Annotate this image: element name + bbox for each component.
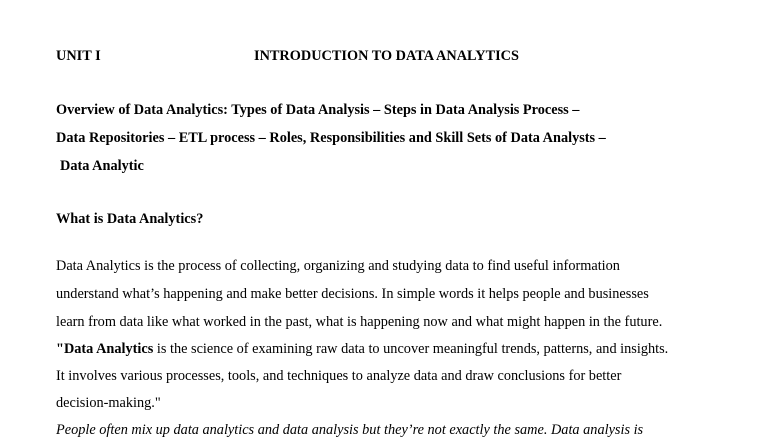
quote-open-mark: " [56,341,64,357]
quote-term: Data Analytics [63,341,154,357]
quote-line-1 [56,340,668,358]
overview-line-1: Overview of Data Analytics: Types of Data Analysis – Steps in Data Analysis Process – [56,102,580,118]
overview-line-3: Data Analytic [60,158,144,174]
italic-note-line: People often mix up data analytics and data analysis but they’re not exactly the same. Data analysis is [56,422,644,438]
quote-line-3: decision-making." [56,395,161,411]
quote-line-2: It involves various processes, tools, and techniques to analyze data and draw conclusions for better [56,368,622,384]
quote-line-1-rest: is the science of examining raw data to uncover meaningful trends, patterns, and insights. [153,341,669,357]
overview-line-2: Data Repositories – ETL process – Roles, Responsibilities and Skill Sets of Data Analysts – [56,130,606,146]
paragraph-line-3: learn from data like what worked in the past, what is happening now and what might happen in the future. [56,314,663,330]
unit-title: INTRODUCTION TO DATA ANALYTICS [254,48,519,64]
paragraph-line-2: understand what’s happening and make better decisions. In simple words it helps people and businesses [56,286,649,302]
unit-label: UNIT I [56,48,101,64]
paragraph-line-1: Data Analytics is the process of collecting, organizing and studying data to find useful information [56,258,620,274]
section-heading: What is Data Analytics? [56,211,204,227]
